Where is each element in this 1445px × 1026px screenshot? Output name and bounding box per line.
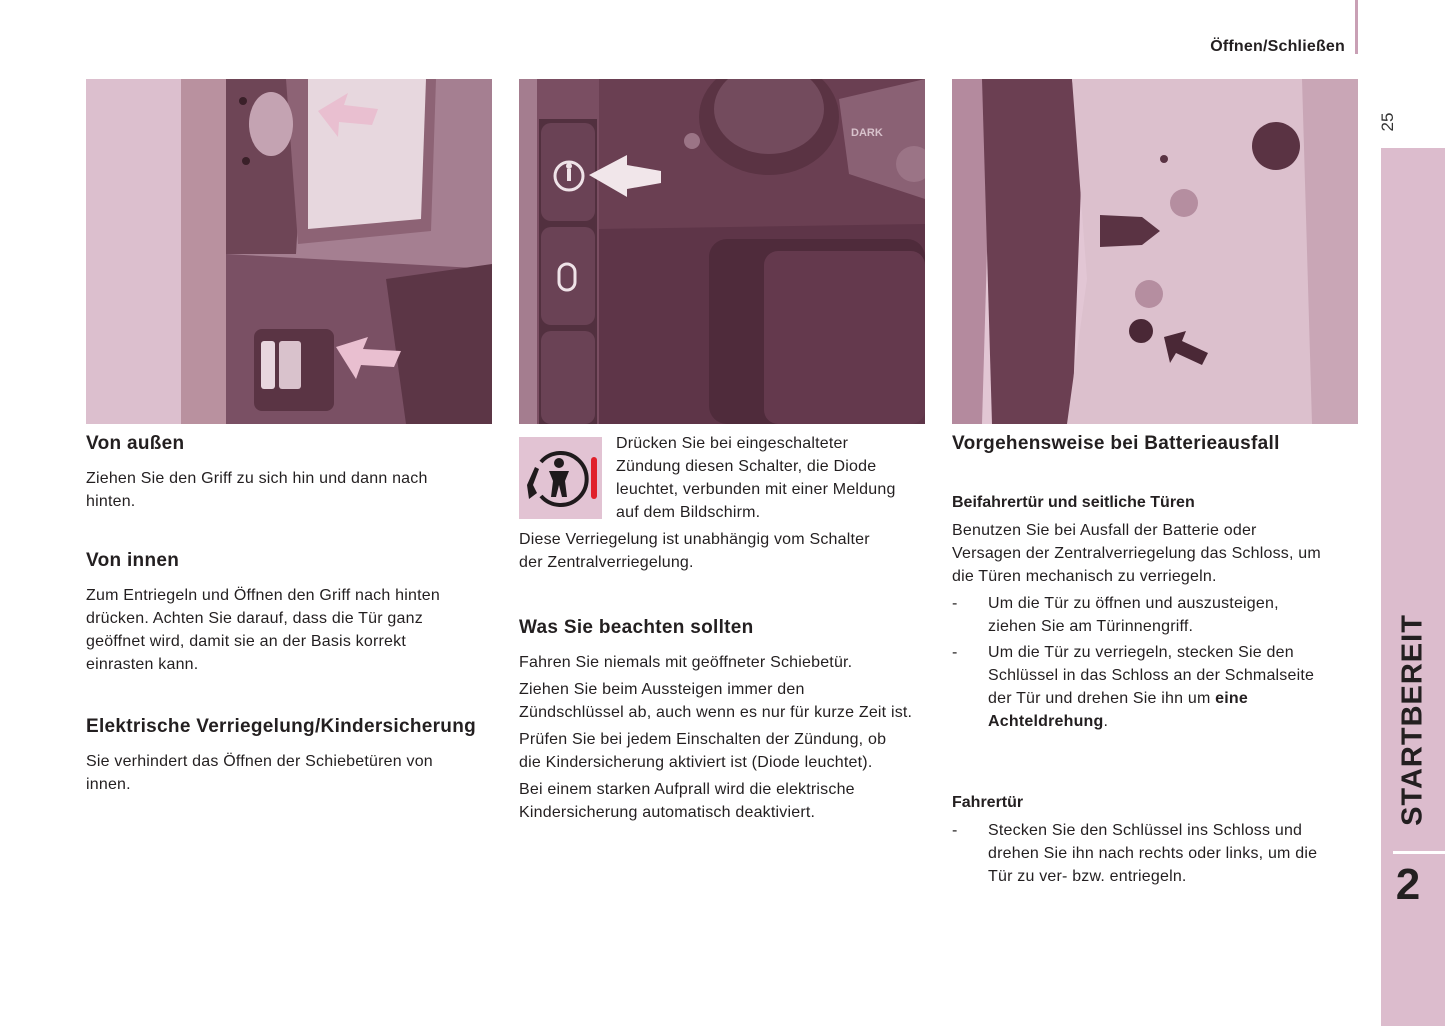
heading-batterieausfall: Vorgehensweise bei Batterieausfall xyxy=(952,433,1280,454)
heading-von-aussen: Von außen xyxy=(86,433,185,454)
text-von-aussen xyxy=(86,467,428,513)
text-line: Zündung diesen Schalter, die Diode xyxy=(616,458,877,475)
chapter-label-text: STARTBEREIT xyxy=(1396,614,1429,826)
subheading-beifahrertuer: Beifahrertür und seitliche Türen xyxy=(952,494,1195,511)
text-line: drücken. Achten Sie darauf, dass die Tür ganz xyxy=(86,610,423,627)
text-line: Stecken Sie den Schlüssel ins Schloss und xyxy=(988,822,1303,839)
bold-text: Achteldrehung xyxy=(988,713,1104,730)
page-number xyxy=(1376,108,1400,138)
text-line: Um die Tür zu öffnen und auszusteigen, xyxy=(988,595,1279,612)
child-lock-icon xyxy=(519,437,602,519)
door-lock-photo xyxy=(952,79,1358,424)
text-line: Benutzen Sie bei Ausfall der Batterie oder xyxy=(952,522,1257,539)
text-notes xyxy=(519,651,912,824)
switch-panel-illustration xyxy=(519,79,925,424)
door-handle-illustration xyxy=(86,79,492,424)
chapter-tab-divider xyxy=(1393,851,1445,854)
list-dash: - xyxy=(952,822,958,839)
list-item-text xyxy=(988,641,1314,733)
heading-von-innen: Von innen xyxy=(86,550,180,571)
heading-elektrische-verriegelung: Elektrische Verriegelung/Kindersicherung xyxy=(86,716,477,737)
bold-text: eine xyxy=(1215,690,1248,707)
page-section-title: Öffnen/Schließen xyxy=(1210,38,1345,55)
text-line: leuchtet, verbunden mit einer Meldung xyxy=(616,481,896,498)
text-line: der Zentralverriegelung. xyxy=(519,554,694,571)
text-line: Ziehen Sie beim Aussteigen immer den xyxy=(519,681,805,698)
text-run: . xyxy=(1103,713,1109,730)
child-lock-icon-graphic xyxy=(519,437,602,519)
text-run: der Tür und drehen Sie ihn um xyxy=(988,690,1216,707)
text-von-innen xyxy=(86,584,440,676)
list-item-text xyxy=(988,592,1279,638)
text-beifahrertuer xyxy=(952,519,1321,588)
text-line: Drücken Sie bei eingeschalteter xyxy=(616,435,849,452)
door-handle-photo xyxy=(86,79,492,424)
text-switch-note xyxy=(616,432,896,524)
text-line: Schlüssel in das Schloss an der Schmalseite xyxy=(988,667,1315,684)
header-divider xyxy=(1355,0,1358,54)
list-dash: - xyxy=(952,595,958,612)
text-line: auf dem Bildschirm. xyxy=(616,504,761,521)
text-line: Kindersicherung automatisch deaktiviert. xyxy=(519,804,816,821)
panel-dark-label: DARK xyxy=(851,127,883,139)
door-lock-illustration xyxy=(952,79,1358,424)
text-line: Zum Entriegeln und Öffnen den Griff nach hinten xyxy=(86,587,440,604)
text-line: drehen Sie ihn nach rechts oder links, um die xyxy=(988,845,1318,862)
page-number-text: 25 xyxy=(1378,112,1397,132)
list-item xyxy=(952,641,1362,733)
text-line: einrasten kann. xyxy=(86,656,199,673)
list-item xyxy=(952,592,1362,638)
text-line: Prüfen Sie bei jedem Einschalten der Zündung, ob xyxy=(519,731,887,748)
text-line: Bei einem starken Aufprall wird die elektrische xyxy=(519,781,855,798)
text-line: hinten. xyxy=(86,493,136,510)
text-line: Versagen der Zentralverriegelung das Schloss, um xyxy=(952,545,1321,562)
text-line: Um die Tür zu verriegeln, stecken Sie den xyxy=(988,644,1294,661)
text-line: Diese Verriegelung ist unabhängig vom Schalter xyxy=(519,531,870,548)
chapter-number: 2 xyxy=(1395,860,1421,909)
text-line: die Kindersicherung aktiviert ist (Diode leuchtet). xyxy=(519,754,873,771)
text-line: Sie verhindert das Öffnen der Schiebetüren von xyxy=(86,753,433,770)
text-line xyxy=(988,710,1314,733)
text-elektrische-verriegelung xyxy=(86,750,433,796)
text-line: Ziehen Sie den Griff zu sich hin und dann nach xyxy=(86,470,428,487)
chapter-label xyxy=(1381,600,1445,840)
text-line: innen. xyxy=(86,776,131,793)
text-line: Zündschlüssel ab, auch wenn es nur für kurze Zeit ist. xyxy=(519,704,913,721)
text-line: geöffnet wird, damit sie an der Basis korrekt xyxy=(86,633,406,650)
text-line: Tür zu ver- bzw. entriegeln. xyxy=(988,868,1187,885)
text-line: ziehen Sie am Türinnengriff. xyxy=(988,618,1194,635)
heading-was-sie-beachten: Was Sie beachten sollten xyxy=(519,617,754,638)
text-independent xyxy=(519,528,870,574)
subheading-fahrertuer: Fahrertür xyxy=(952,794,1024,811)
text-line: die Türen mechanisch zu verriegeln. xyxy=(952,568,1217,585)
text-line: Fahren Sie niemals mit geöffneter Schiebetür. xyxy=(519,654,853,671)
list-item xyxy=(952,819,1362,888)
child-lock-switch-photo xyxy=(519,79,925,424)
list-dash: - xyxy=(952,644,958,661)
text-line xyxy=(988,687,1314,710)
list-item-text xyxy=(988,819,1317,888)
